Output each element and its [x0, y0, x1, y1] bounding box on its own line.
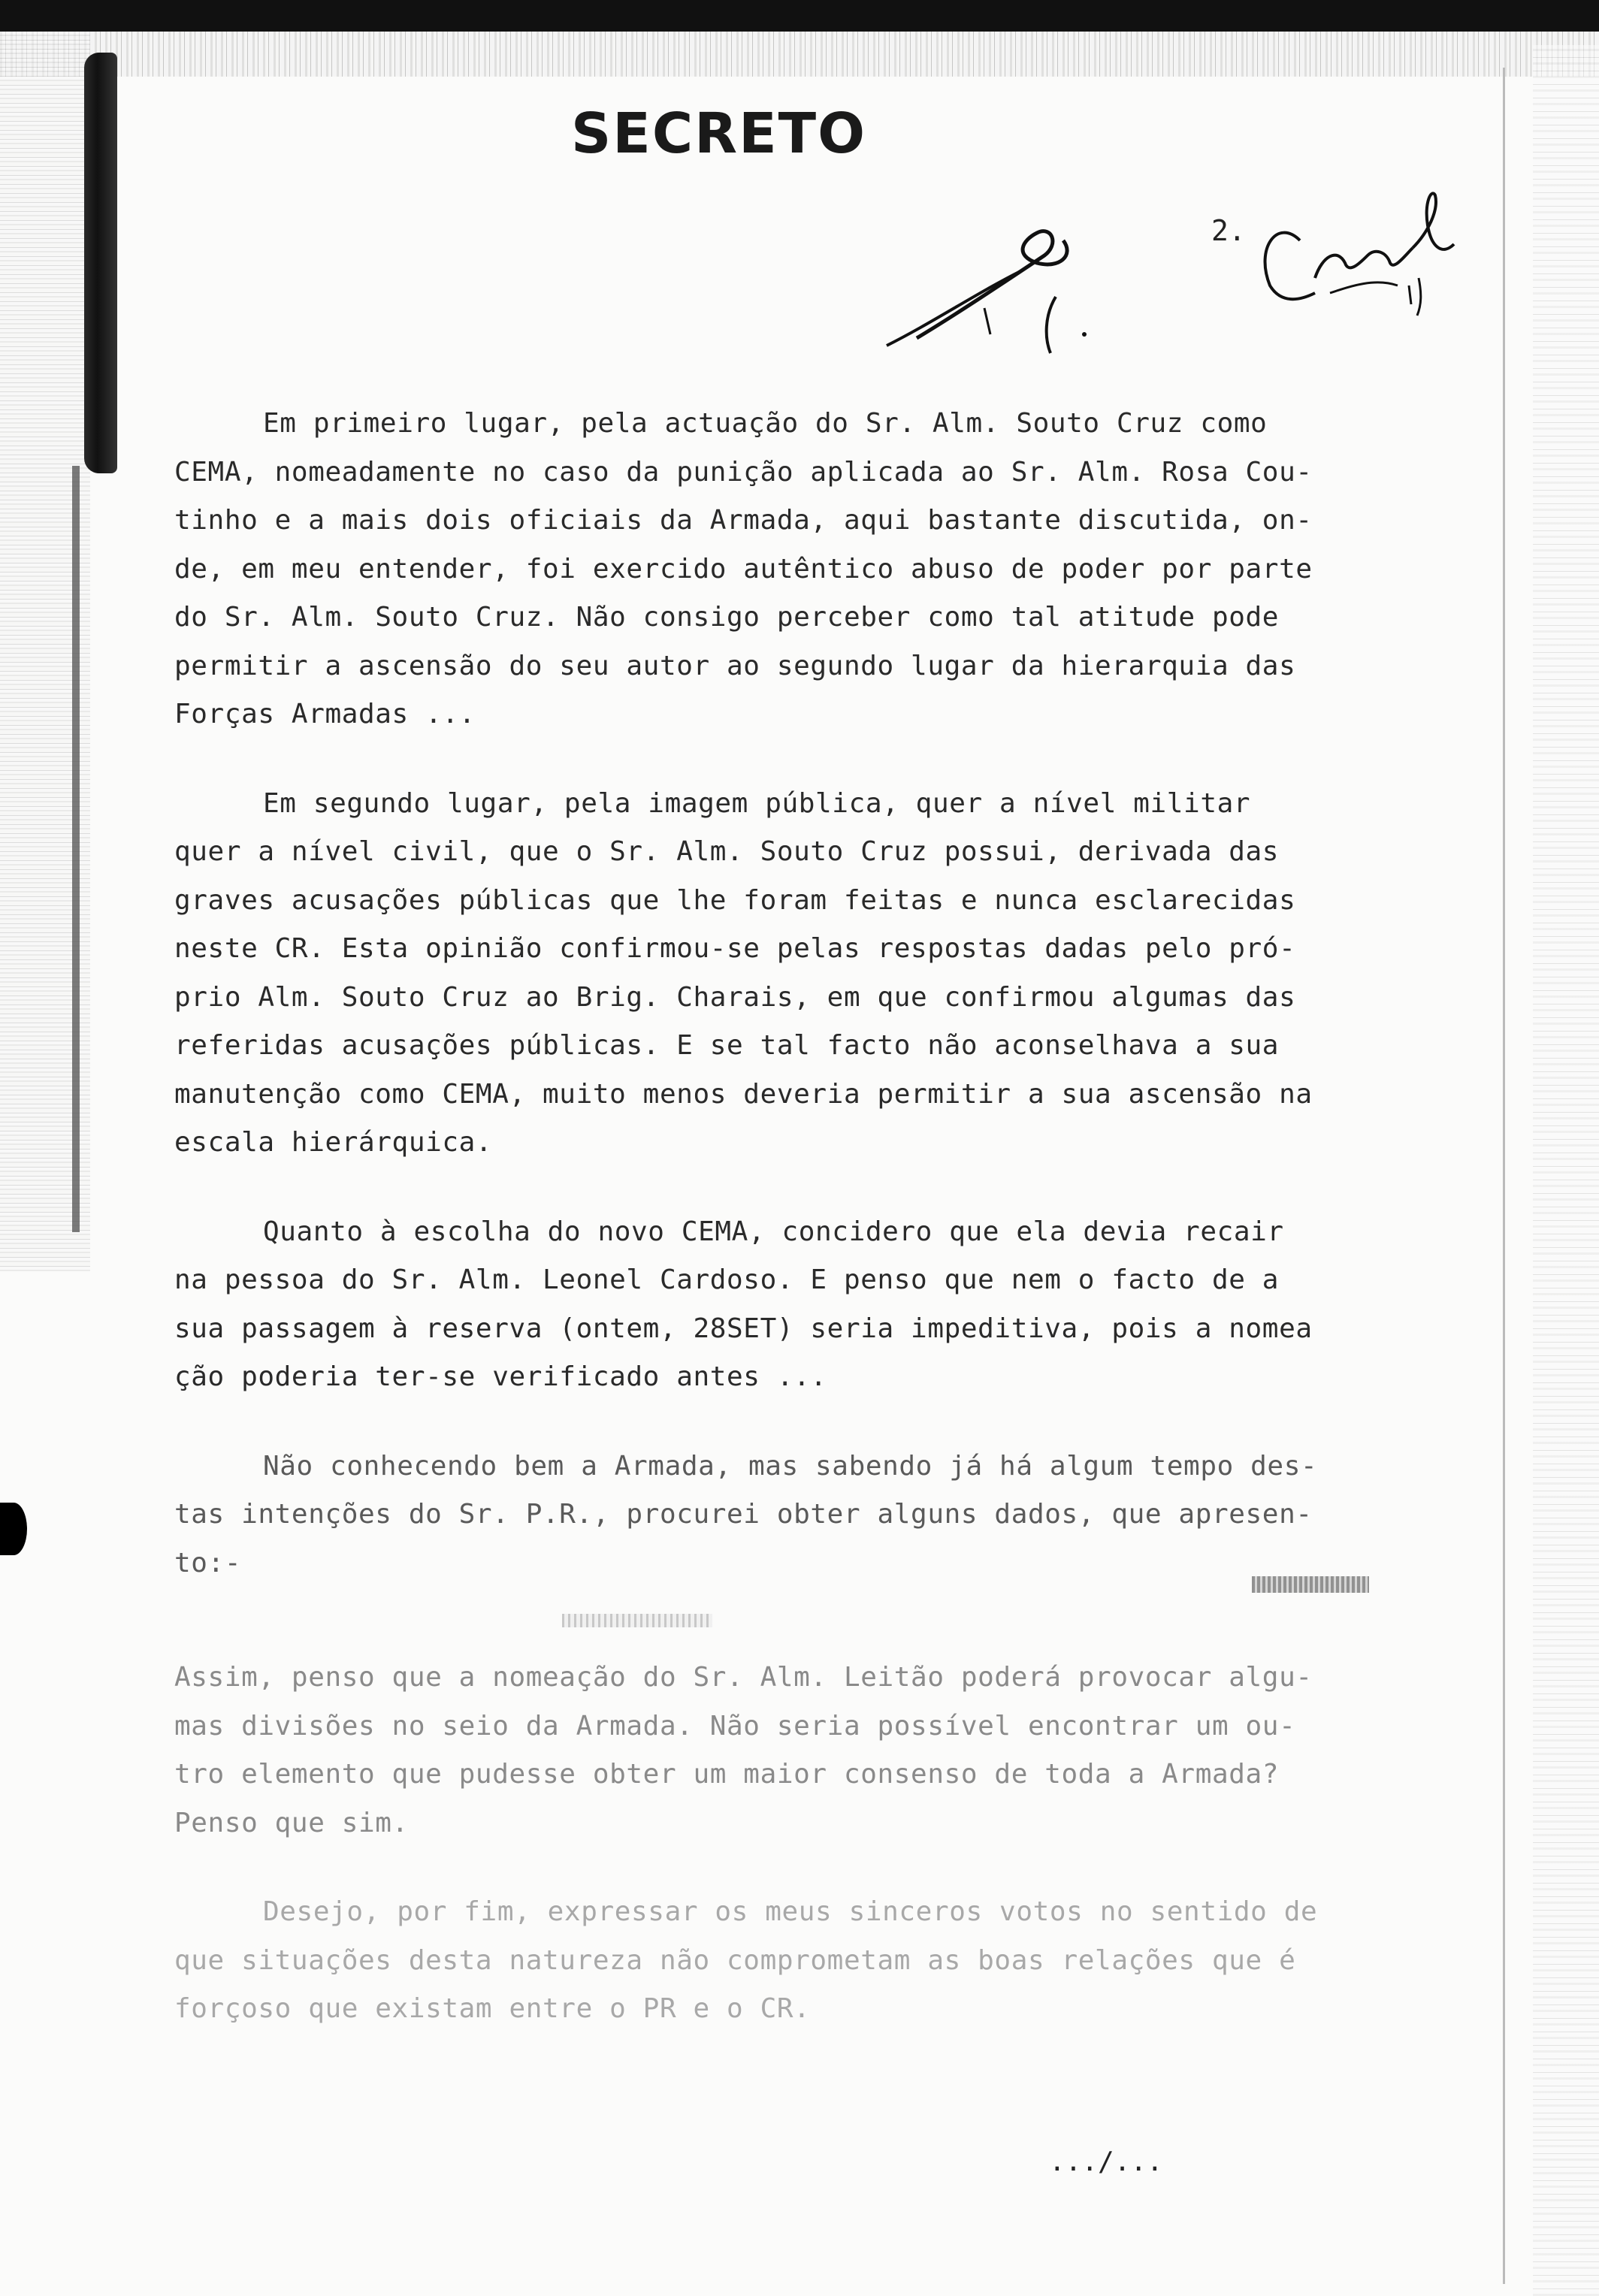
text-line: mas divisões no seio da Armada. Não seria possível encontrar um ou-: [174, 1710, 1296, 1742]
text-line: forçoso que existam entre o PR e o CR.: [174, 1993, 811, 2024]
classification-stamp: SECRETO: [571, 101, 867, 166]
punch-hole: [0, 1503, 27, 1555]
paragraph-4: [174, 1443, 1347, 1588]
text-line: tas intenções do Sr. P.R., procurei obter alguns dados, que apresen-: [174, 1499, 1313, 1530]
page-number: 2.: [1211, 214, 1246, 247]
letter-body: [174, 400, 1347, 2034]
scan-noise-right: [1533, 45, 1599, 2296]
paragraph-1: [174, 400, 1347, 739]
text-line: manutenção como CEMA, muito menos deveria permitir a sua ascensão na: [174, 1078, 1313, 1110]
text-line: neste CR. Esta opinião confirmou-se pelas respostas dadas pelo pró-: [174, 933, 1296, 964]
text-line: referidas acusações públicas. E se tal facto não aconselhava a sua: [174, 1030, 1280, 1061]
scan-border-top: [0, 0, 1599, 32]
paragraph-3: [174, 1208, 1347, 1402]
text-line: sua passagem à reserva (ontem, 28SET) seria impeditiva, pois a nomea: [174, 1313, 1313, 1344]
paragraph-5: [174, 1654, 1347, 1847]
text-line: graves acusações públicas que lhe foram feitas e nunca esclarecidas: [174, 884, 1296, 916]
text-line: Desejo, por fim, expressar os meus sinceros votos no sentido de: [263, 1896, 1318, 1927]
scan-edge-left: [84, 53, 117, 473]
text-line: do Sr. Alm. Souto Cruz. Não consigo perceber como tal atitude pode: [174, 602, 1280, 633]
ink-smudge: [562, 1614, 712, 1627]
text-line: Penso que sim.: [174, 1807, 409, 1838]
scan-edge-left-line: [72, 466, 80, 1232]
page-continuation-mark: .../...: [1049, 2146, 1163, 2177]
text-line: Não conhecendo bem a Armada, mas sabendo já há algum tempo des-: [263, 1450, 1318, 1482]
paragraph-6: [174, 1888, 1347, 2034]
text-line: na pessoa do Sr. Alm. Leonel Cardoso. E penso que nem o facto de a: [174, 1264, 1280, 1295]
text-line: Em primeiro lugar, pela actuação do Sr. Alm. Souto Cruz como: [263, 408, 1268, 439]
text-line: Quanto à escolha do novo CEMA, concidero que ela devia recair: [263, 1216, 1284, 1247]
text-line: quer a nível civil, que o Sr. Alm. Souto Cruz possui, derivada das: [174, 836, 1280, 867]
text-line: Forças Armadas ...: [174, 699, 476, 730]
scan-edge-right: [1503, 68, 1505, 2284]
text-line: to:-: [174, 1547, 242, 1578]
text-line: permitir a ascensão do seu autor ao segundo lugar da hierarquia das: [174, 650, 1296, 681]
text-line: ção poderia ter-se verificado antes ...: [174, 1361, 827, 1392]
text-line: Assim, penso que a nomeação do Sr. Alm. Leitão poderá provocar algu-: [174, 1662, 1313, 1693]
text-line: escala hierárquica.: [174, 1127, 493, 1158]
text-line: CEMA, nomeadamente no caso da punição aplicada ao Sr. Alm. Rosa Cou-: [174, 456, 1313, 488]
text-line: tro elemento que pudesse obter um maior consenso de toda a Armada?: [174, 1759, 1280, 1790]
text-line: tinho e a mais dois oficiais da Armada, aqui bastante discutida, on-: [174, 505, 1313, 536]
text-line: de, em meu entender, foi exercido autêntico abuso de poder por parte: [174, 553, 1313, 585]
handwritten-initials: [872, 210, 1120, 361]
paragraph-2: [174, 780, 1347, 1168]
text-line: Em segundo lugar, pela imagem pública, quer a nível militar: [263, 787, 1251, 819]
text-line: que situações desta natureza não comprometam as boas relações que é: [174, 1944, 1296, 1976]
handwritten-signature: [1247, 173, 1473, 323]
ink-smudge: [1252, 1576, 1369, 1593]
text-line: prio Alm. Souto Cruz ao Brig. Charais, em que confirmou algumas das: [174, 981, 1296, 1013]
scan-noise-top: [0, 32, 1599, 77]
